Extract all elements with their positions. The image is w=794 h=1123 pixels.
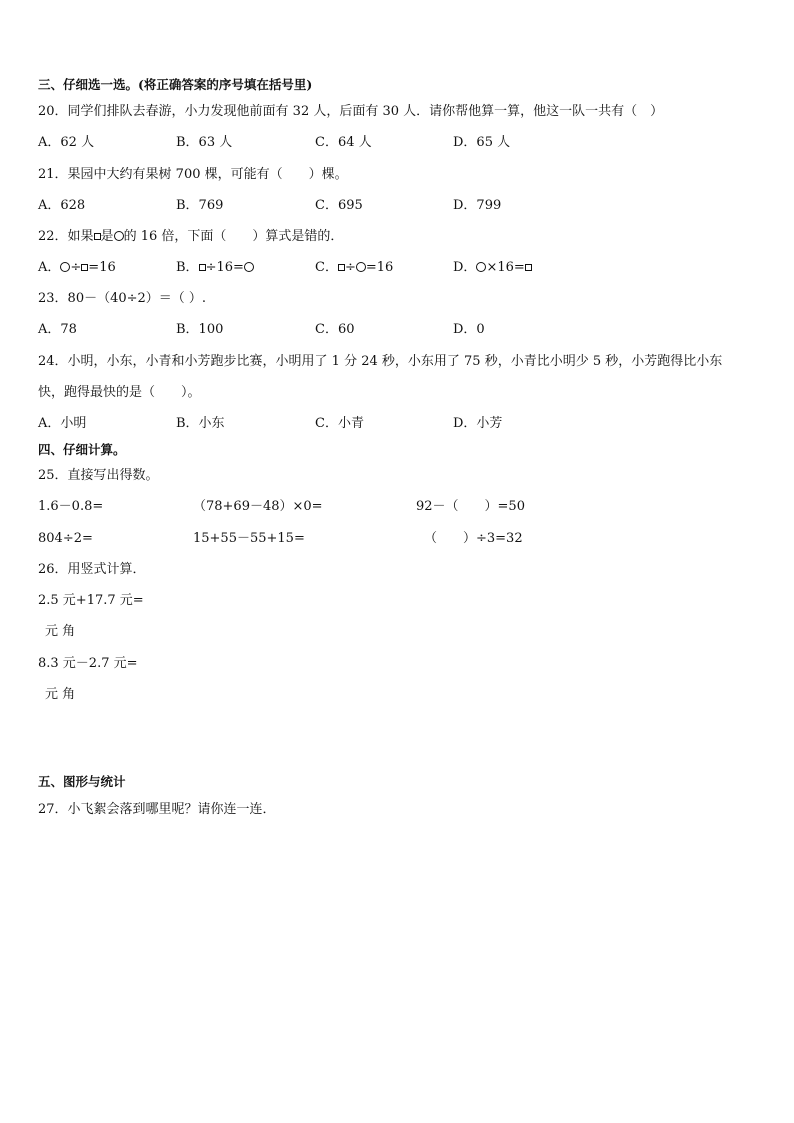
question-20-option-a: A．62 人 (38, 135, 95, 150)
question-21-option-d: D．799 (453, 198, 502, 213)
small-square-icon (94, 233, 101, 240)
question-24-option-d: D．小芳 (453, 416, 503, 431)
question-25-stem: 25．直接写出得数。 (38, 468, 159, 483)
question-21-stem: 21．果园中大约有果树 700 棵，可能有（ ）棵。 (38, 167, 348, 182)
question-22-option-c (315, 259, 393, 277)
option-d-label: D． (453, 260, 477, 275)
option-d-expression: ×16= (486, 260, 525, 275)
calc-item: （ ）÷3=32 (424, 531, 523, 546)
option-b-expression: ÷16= (205, 260, 244, 275)
question-24-option-c: C．小青 (315, 416, 364, 431)
question-24-option-a: A．小明 (38, 416, 87, 431)
section5-heading: 五、图形与统计 (38, 774, 126, 789)
question-23-option-d: D．0 (453, 322, 485, 337)
option-c-label: C． (315, 260, 338, 275)
option-c-result: =16 (365, 260, 394, 275)
circle-shape-icon (114, 231, 124, 241)
question-22-option-d (453, 259, 532, 277)
question-23-stem: 23．80－（40÷2）＝（ ）. (38, 291, 207, 306)
circle-shape-icon (476, 262, 486, 272)
question-20-option-b: B．63 人 (176, 135, 233, 150)
option-a-label: A． (38, 260, 61, 275)
calc-item: 15+55－55+15= (193, 531, 305, 546)
question-21-option-a: A．628 (38, 198, 86, 213)
question-24-stem-line2: 快，跑得最快的是（ ）。 (38, 385, 201, 400)
question-26-stem: 26．用竖式计算． (38, 562, 146, 577)
circle-shape-icon (244, 262, 254, 272)
calc-item: 804÷2= (38, 531, 93, 546)
option-c-operator: ÷ (344, 260, 356, 275)
question-20-option-d: D．65 人 (453, 135, 511, 150)
question-22-stem-part2: 是 (100, 229, 114, 244)
unit-label-2: 元 角 (45, 687, 76, 702)
question-24-stem-line1: 24．小明，小东，小青和小芳跑步比赛，小明用了 1 分 24 秒，小东用了 75 秒，小青比小明少 5 秒，小芳跑得比小东 (38, 354, 723, 369)
question-27-stem: 27．小飞絮会落到哪里呢？请你连一连． (38, 802, 276, 817)
small-square-icon (338, 264, 345, 271)
question-22-option-a (38, 259, 116, 277)
question-22-option-b (176, 259, 254, 277)
small-square-icon (199, 264, 206, 271)
section3-heading: 三、仔细选一选。(将正确答案的序号填在括号里) (38, 77, 313, 92)
question-23-option-c: C．60 (315, 322, 355, 337)
vertical-calc-1: 2.5 元+17.7 元= (38, 593, 144, 608)
question-22-stem-part1: 22．如果 (38, 229, 94, 244)
circle-shape-icon (356, 262, 366, 272)
question-21-option-b: B．769 (176, 198, 224, 213)
question-24-option-b: B．小东 (176, 416, 225, 431)
calc-item: 92－（ ）=50 (416, 499, 525, 514)
small-square-icon (525, 264, 532, 271)
question-22-stem (38, 228, 343, 246)
unit-label-1: 元 角 (45, 624, 76, 639)
option-b-label: B． (176, 260, 199, 275)
section4-heading: 四、仔细计算。 (38, 442, 126, 457)
calc-item: （78+69－48）×0= (193, 499, 323, 514)
question-23-option-b: B．100 (176, 322, 224, 337)
option-a-operator: ÷ (70, 260, 82, 275)
question-20-stem: 20．同学们排队去春游，小力发现他前面有 32 人，后面有 30 人．请你帮他算一算，他这一队一共有（ ） (38, 104, 664, 119)
calc-item: 1.6－0.8= (38, 499, 104, 514)
circle-shape-icon (60, 262, 70, 272)
question-22-stem-part3: 的 16 倍，下面（ ）算式是错的． (123, 229, 344, 244)
question-21-option-c: C．695 (315, 198, 363, 213)
question-23-option-a: A．78 (38, 322, 77, 337)
option-a-result: =16 (88, 260, 116, 275)
vertical-calc-2: 8.3 元－2.7 元= (38, 656, 138, 671)
question-20-option-c: C．64 人 (315, 135, 372, 150)
